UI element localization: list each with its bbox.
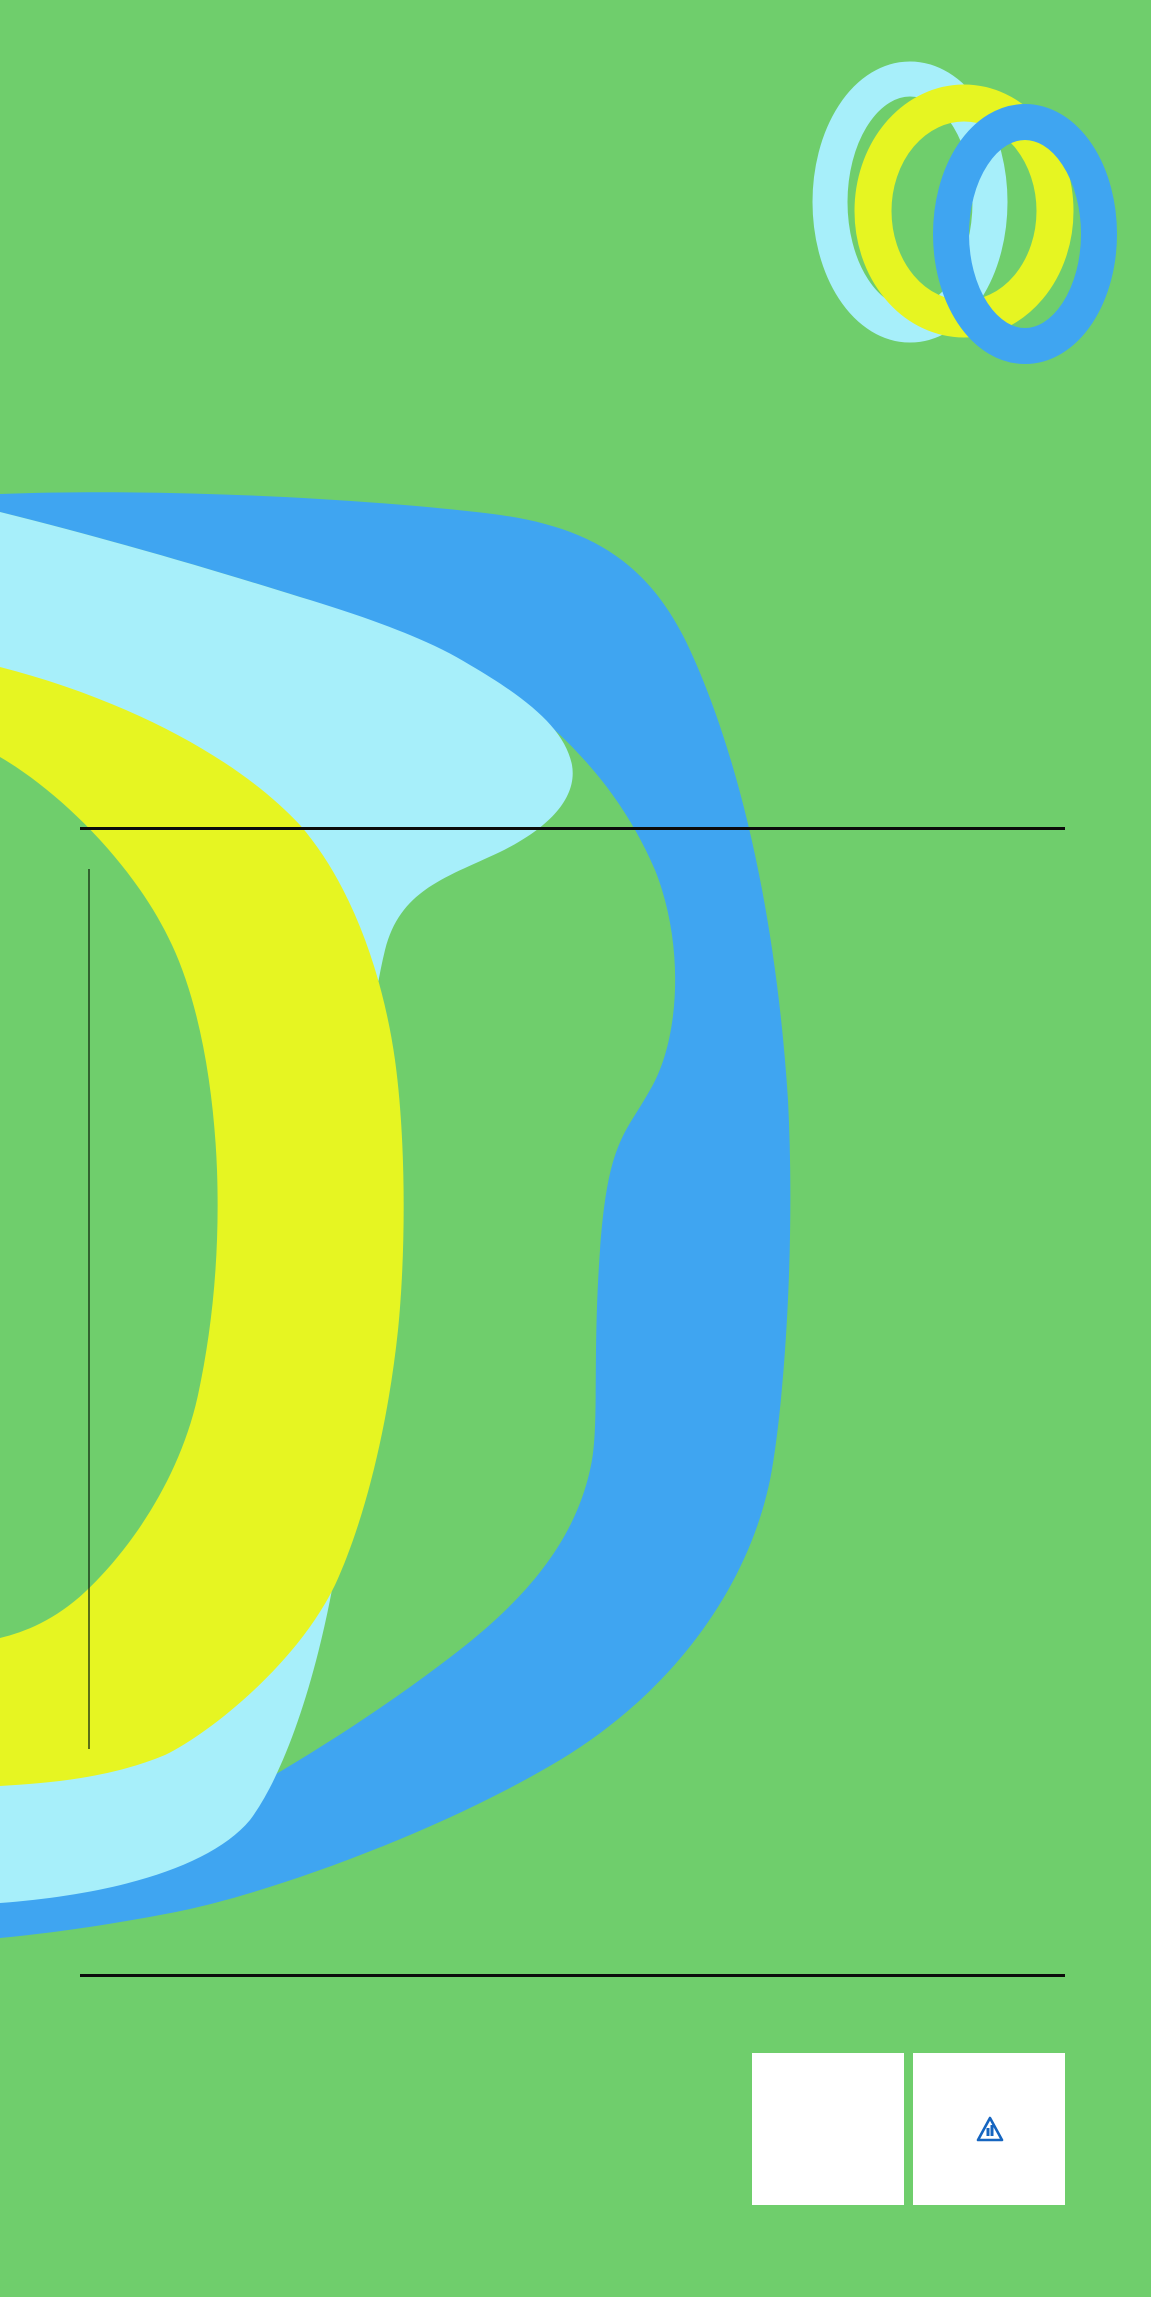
- qr-code-1: [752, 2053, 904, 2205]
- zero-rings-motif: [830, 79, 1099, 346]
- event-meta: [82, 512, 88, 576]
- event-address: [82, 544, 88, 576]
- schedule-bottom-rule: [80, 1974, 1065, 1977]
- footer-note: [62, 2044, 86, 2070]
- event-time: [82, 512, 88, 544]
- qr-logo-icon: [969, 2109, 1009, 2149]
- conference-title: [911, 143, 957, 284]
- qr-code-2: [913, 2053, 1065, 2205]
- timeline-line: [88, 869, 90, 1749]
- schedule-top-rule: [80, 827, 1065, 830]
